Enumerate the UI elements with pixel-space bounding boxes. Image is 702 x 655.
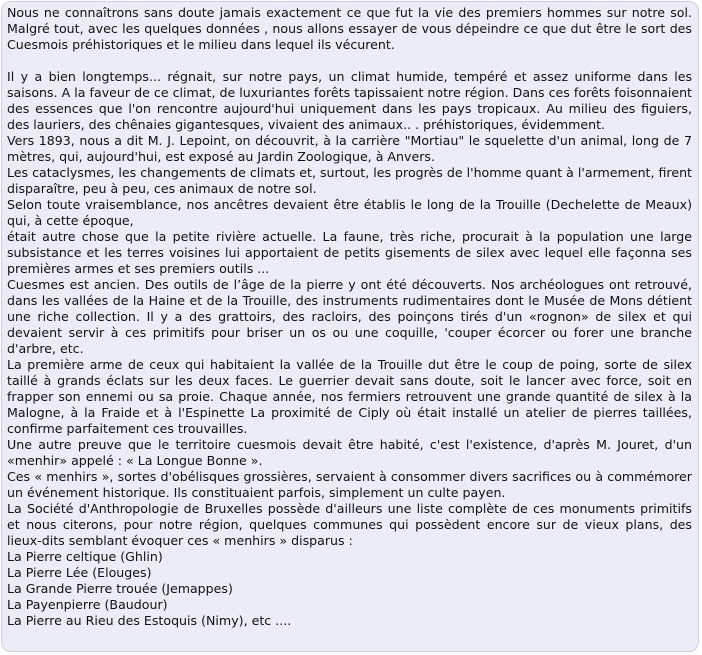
first-weapon-paragraph: La première arme de ceux qui habitaient la vallée de la Trouille dut être le coup de poing, sorte de silex taillé à grands éclats sur les deux faces. Le guerrier devait sans doute, soit le lancer avec force, soit en frapper son ennemi ou sa proie. Chaque année, nos fermiers retrouvent une grande quantité de silex à la Malogne, à la Fraide et à l'Espinette La proximité de Ciply où était installé un atelier de pierres taillées, confirme parfaitement ces trouvailles. xyxy=(7,357,692,436)
menhir-proof-paragraph: Une autre preuve que le territoire cuesmois devait être habité, c'est l'existence, d'après M. Jouret, d'un «menhir» appelé : « La Longue Bonne ». xyxy=(7,437,692,468)
menhir-list-item: La Pierre au Rieu des Estoquis (Nimy), etc .... xyxy=(7,613,292,628)
intro-paragraph: Nous ne connaîtrons sans doute jamais exactement ce que fut la vie des premiers hommes sur notre sol. Malgré tout, avec les quelques données , nous allons essayer de vous dépeindre ce que dut être le sort des Cuesmois préhistoriques et le milieu dans lequel ils vécurent. xyxy=(7,5,692,52)
stone-tools-paragraph: Cuesmes est ancien. Des outils de l’âge de la pierre y ont été découverts. Nos archéologues ont retrouvé, dans les vallées de la Haine et de la Trouille, des instruments rudimentaires dont le Musée de Mons détient une riche collection. Il y a des grattoirs, des racloirs, des poinçons tirés d'un «rognon» de silex et qui devaient servir à ces primitifs pour briser un os ou une coquille, 'couper écorcer ou forer une branche d'arbre, etc. xyxy=(7,277,692,356)
skeleton-discovery-paragraph: Vers 1893, nous a dit M. J. Lepoint, on découvrit, à la carrière "Mortiau" le squelette d'un animal, long de 7 mètres, qui, aujourd'hui, est exposé au Jardin Zoologique, à Anvers. xyxy=(7,133,692,164)
menhir-list-item: La Pierre celtique (Ghlin) xyxy=(7,549,163,564)
ancestors-paragraph: Selon toute vraisemblance, nos ancêtres devaient être établis le long de la Trouille (Dechelette de Meaux) qui, à cette époque, xyxy=(7,197,692,228)
menhir-list-item: La Payenpierre (Baudour) xyxy=(7,597,168,612)
menhir-list-item: La Pierre Lée (Elouges) xyxy=(7,565,152,580)
menhirs-description-paragraph: Ces « menhirs », sortes d'obélisques grossières, servaient à consommer divers sacrifices ou à commémorer un événement historique. Ils constituaient parfois, simplement un culte payen. xyxy=(7,469,692,500)
menhir-list-item: La Grande Pierre trouée (Jemappes) xyxy=(7,581,233,596)
climate-paragraph: Il y a bien longtemps... régnait, sur notre pays, un climat humide, tempéré et assez uniforme dans les saisons. A la faveur de ce climat, de luxuriantes forêts tapissaient notre région. Dans ces forêts foisonnaient des essences que l'on rencontre aujourd'hui uniquement dans les pays tropicaux. Au milieu des figuiers, des lauriers, des chênaies gigantesques, vivaient des animaux.. . préhistoriques, évidemment. xyxy=(7,69,692,132)
paragraph-spacer xyxy=(7,53,692,69)
cataclysms-paragraph: Les cataclysmes, les changements de climats et, surtout, les progrès de l'homme quant à l'armement, firent disparaître, peu à peu, ces animaux de notre sol. xyxy=(7,165,692,196)
fauna-paragraph: était autre chose que la petite rivière actuelle. La faune, très riche, procurait à la population une large subsistance et les terres voisines lui apportaient de petits gisements de silex avec lequel elle façonna ses premières armes et ses premiers outils ... xyxy=(7,229,692,276)
article-panel xyxy=(1,1,699,652)
anthropology-society-paragraph: La Société d'Anthropologie de Bruxelles possède d'ailleurs une liste complète de ces monuments primitifs et nous citerons, pour notre région, quelques communes qui possèdent encore sur de vieux plans, des lieux-dits semblant évoquer ces « menhirs » disparus : xyxy=(7,501,692,548)
